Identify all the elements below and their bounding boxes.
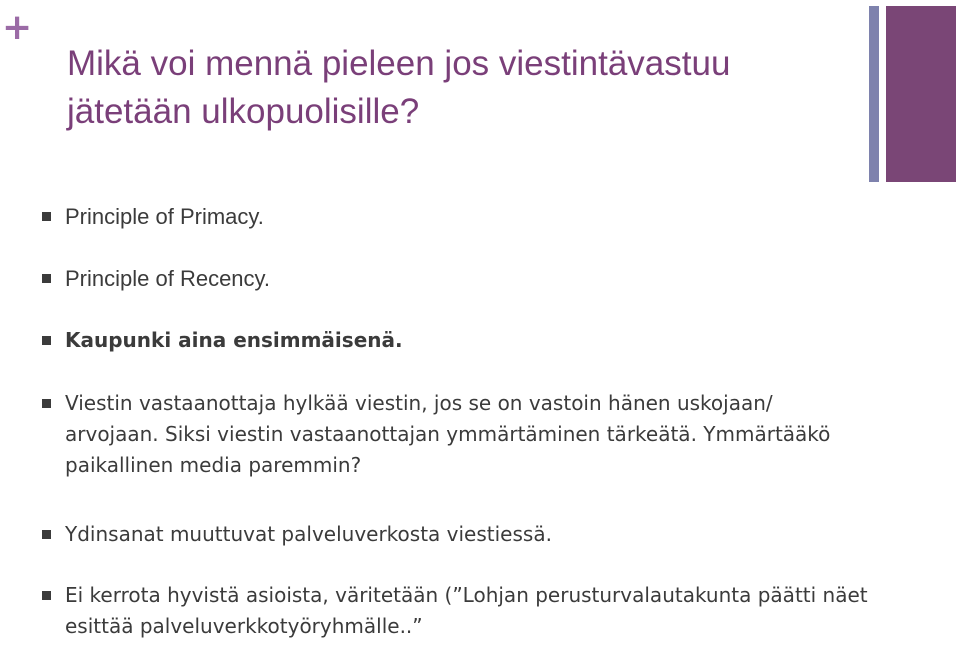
accent-bar-wide xyxy=(886,6,956,182)
plus-mark-icon: + xyxy=(2,7,33,48)
square-bullet-icon xyxy=(42,274,51,283)
bullet-item xyxy=(40,263,870,294)
square-bullet-icon xyxy=(42,591,51,600)
square-bullet-icon xyxy=(42,212,51,221)
bullet-text: Kaupunki aina ensimmäisenä. xyxy=(65,328,403,352)
square-bullet-icon xyxy=(42,530,51,539)
bullet-text: Ydinsanat muuttuvat palveluverkosta viestiessä. xyxy=(65,522,552,546)
bullet-item xyxy=(40,201,870,232)
bullet-item xyxy=(40,388,870,481)
bullet-item xyxy=(40,325,870,356)
square-bullet-icon xyxy=(42,336,51,345)
bullet-text: Principle of Primacy. xyxy=(65,204,264,229)
square-bullet-icon xyxy=(42,399,51,408)
bullet-text: Principle of Recency. xyxy=(65,266,271,291)
bullet-item xyxy=(40,519,870,550)
bullet-text: Ei kerrota hyvistä asioista, väritetään (”Lohjan perusturvalautakunta päätti näet esittää palveluverkkotyöryhmälle..” xyxy=(65,583,868,638)
accent-bar-thin xyxy=(869,6,879,182)
bullet-item xyxy=(40,580,870,642)
bullet-text: Viestin vastaanottaja hylkää viestin, jos se on vastoin hänen uskojaan/ arvojaan. Siksi viestin vastaanottajan ymmärtäminen tärkeätä. Ymmärtääkö paikallinen media paremmin? xyxy=(65,391,831,477)
slide-title: Mikä voi mennä pieleen jos viestintävastuu jätetään ulkopuolisille? xyxy=(67,44,731,131)
